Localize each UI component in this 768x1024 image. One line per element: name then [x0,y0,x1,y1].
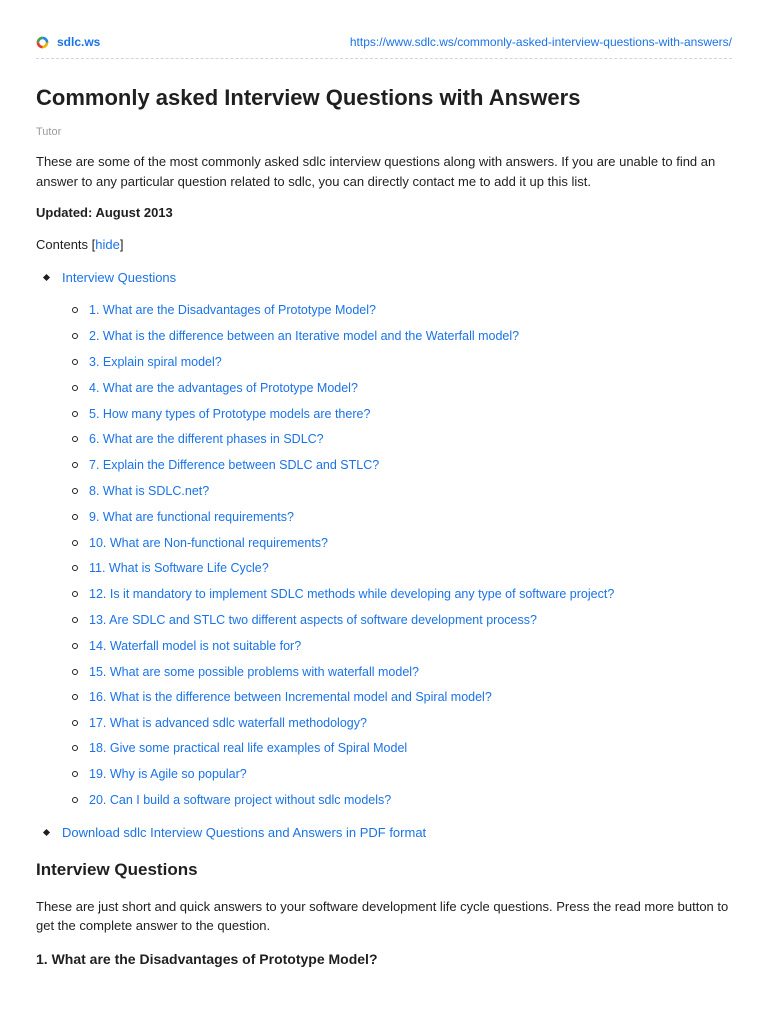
toc-sub-link[interactable]: 14. Waterfall model is not suitable for? [89,639,302,653]
toc-sub-link[interactable]: 10. What are Non-functional requirements? [89,536,329,550]
toc-item-download-pdf[interactable] [44,825,426,840]
toc-sub-link[interactable]: 11. What is Software Life Cycle? [89,561,269,575]
toc-subitem-13[interactable] [72,613,537,627]
toc-subitem-1[interactable] [72,303,376,317]
bullet-icon [72,462,78,468]
toc-subitem-18[interactable] [72,741,407,755]
header-divider [36,58,732,59]
bullet-icon [72,669,78,675]
page-url[interactable]: https://www.sdlc.ws/commonly-asked-interview-questions-with-answers/ [349,35,732,49]
site-name: sdlc.ws [57,35,101,49]
toc-subitem-16[interactable] [72,690,492,704]
author-label: Tutor [36,126,62,138]
bullet-icon [72,488,78,494]
toc-subitem-4[interactable] [72,381,358,395]
toc-subitem-5[interactable] [72,407,370,421]
toc-subitem-10[interactable] [72,536,328,550]
toc-subitem-11[interactable] [72,561,269,575]
toc-sub-link[interactable]: 15. What are some possible problems with waterfall model? [89,665,420,679]
top-bar [36,35,732,55]
bullet-icon [72,565,78,571]
bullet-icon [72,771,78,777]
question-heading: 1. What are the Disadvantages of Prototype Model? [36,951,378,967]
toc-subitem-3[interactable] [72,355,222,369]
toc-subitem-15[interactable] [72,665,419,679]
contents-bracket: ] [119,237,124,252]
toc-sub-link[interactable]: 9. What are functional requirements? [89,510,294,524]
bullet-icon [72,643,78,649]
bullet-icon [72,540,78,546]
toc-subitem-6[interactable] [72,432,324,446]
section-heading: Interview Questions [36,860,198,879]
toc-sub-link[interactable]: 8. What is SDLC.net? [89,484,210,498]
toc-subitem-14[interactable] [72,639,301,653]
toc-sub-link[interactable]: 18. Give some practical real life examples of Spiral Model [89,741,408,755]
page-title: Commonly asked Interview Questions with Answers [36,85,581,110]
toc-link[interactable]: Interview Questions [62,270,177,285]
toc-subitem-20[interactable] [72,793,391,807]
toc-subitem-17[interactable] [72,716,367,730]
toc-subitem-9[interactable] [72,510,294,524]
intro-paragraph: These are some of the most commonly asked sdlc interview questions along with answers. If you are unable to find an answer to any particular question related to sdlc, you can directly contact me to add it up this list. [36,154,716,189]
bullet-icon [72,307,78,313]
toc-link[interactable]: Download sdlc Interview Questions and Answers in PDF format [62,825,427,840]
toc-subitem-2[interactable] [72,329,519,343]
toc-item-interview-questions[interactable] [44,270,176,285]
toc-sub-link[interactable]: 12. Is it mandatory to implement SDLC methods while developing any type of software project? [89,587,615,601]
bullet-icon [72,514,78,520]
toc-sub-link[interactable]: 5. How many types of Prototype models are there? [89,407,371,421]
toc-sub-link[interactable]: 3. Explain spiral model? [89,355,222,369]
bullet-icon [72,359,78,365]
bullet-icon [43,829,50,836]
toc-subitem-12[interactable] [72,587,614,601]
toc-sub-link[interactable]: 16. What is the difference between Incremental model and Spiral model? [89,690,492,704]
bullet-icon [72,745,78,751]
bullet-icon [43,274,50,281]
toc-subitem-19[interactable] [72,767,247,781]
contents-label [36,237,123,252]
bullet-icon [72,333,78,339]
toc-sub-link[interactable]: 4. What are the advantages of Prototype Model? [89,381,358,395]
toc-sub-link[interactable]: 1. What are the Disadvantages of Prototype Model? [89,303,376,317]
bullet-icon [72,591,78,597]
section-intro: These are just short and quick answers to your software development life cycle questions. Press the read more button to get the complete answer to the question. [36,899,729,933]
toc-sub-link[interactable]: 2. What is the difference between an Iterative model and the Waterfall model? [89,329,520,343]
colorful-ring-icon [36,36,49,49]
bullet-icon [72,385,78,391]
toc-sub-link[interactable]: 7. Explain the Difference between SDLC and STLC? [89,458,380,472]
toc-sub-link[interactable]: 20. Can I build a software project without sdlc models? [89,793,392,807]
toc-subitem-7[interactable] [72,458,379,472]
bullet-icon [72,797,78,803]
bullet-icon [72,694,78,700]
bullet-icon [72,411,78,417]
contents-text: Contents [ [36,237,96,252]
toc-sub-link[interactable]: 17. What is advanced sdlc waterfall methodology? [89,716,367,730]
toc-sub-link[interactable]: 6. What are the different phases in SDLC? [89,432,324,446]
toc-sub-link[interactable]: 13. Are SDLC and STLC two different aspects of software development process? [89,613,537,627]
bullet-icon [72,720,78,726]
bullet-icon [72,617,78,623]
site-link[interactable] [36,35,100,49]
toc-sub-link[interactable]: 19. Why is Agile so popular? [89,767,247,781]
hide-contents-link[interactable]: hide [95,237,120,252]
bullet-icon [72,436,78,442]
toc-subitem-8[interactable] [72,484,209,498]
updated-date: Updated: August 2013 [36,205,173,220]
